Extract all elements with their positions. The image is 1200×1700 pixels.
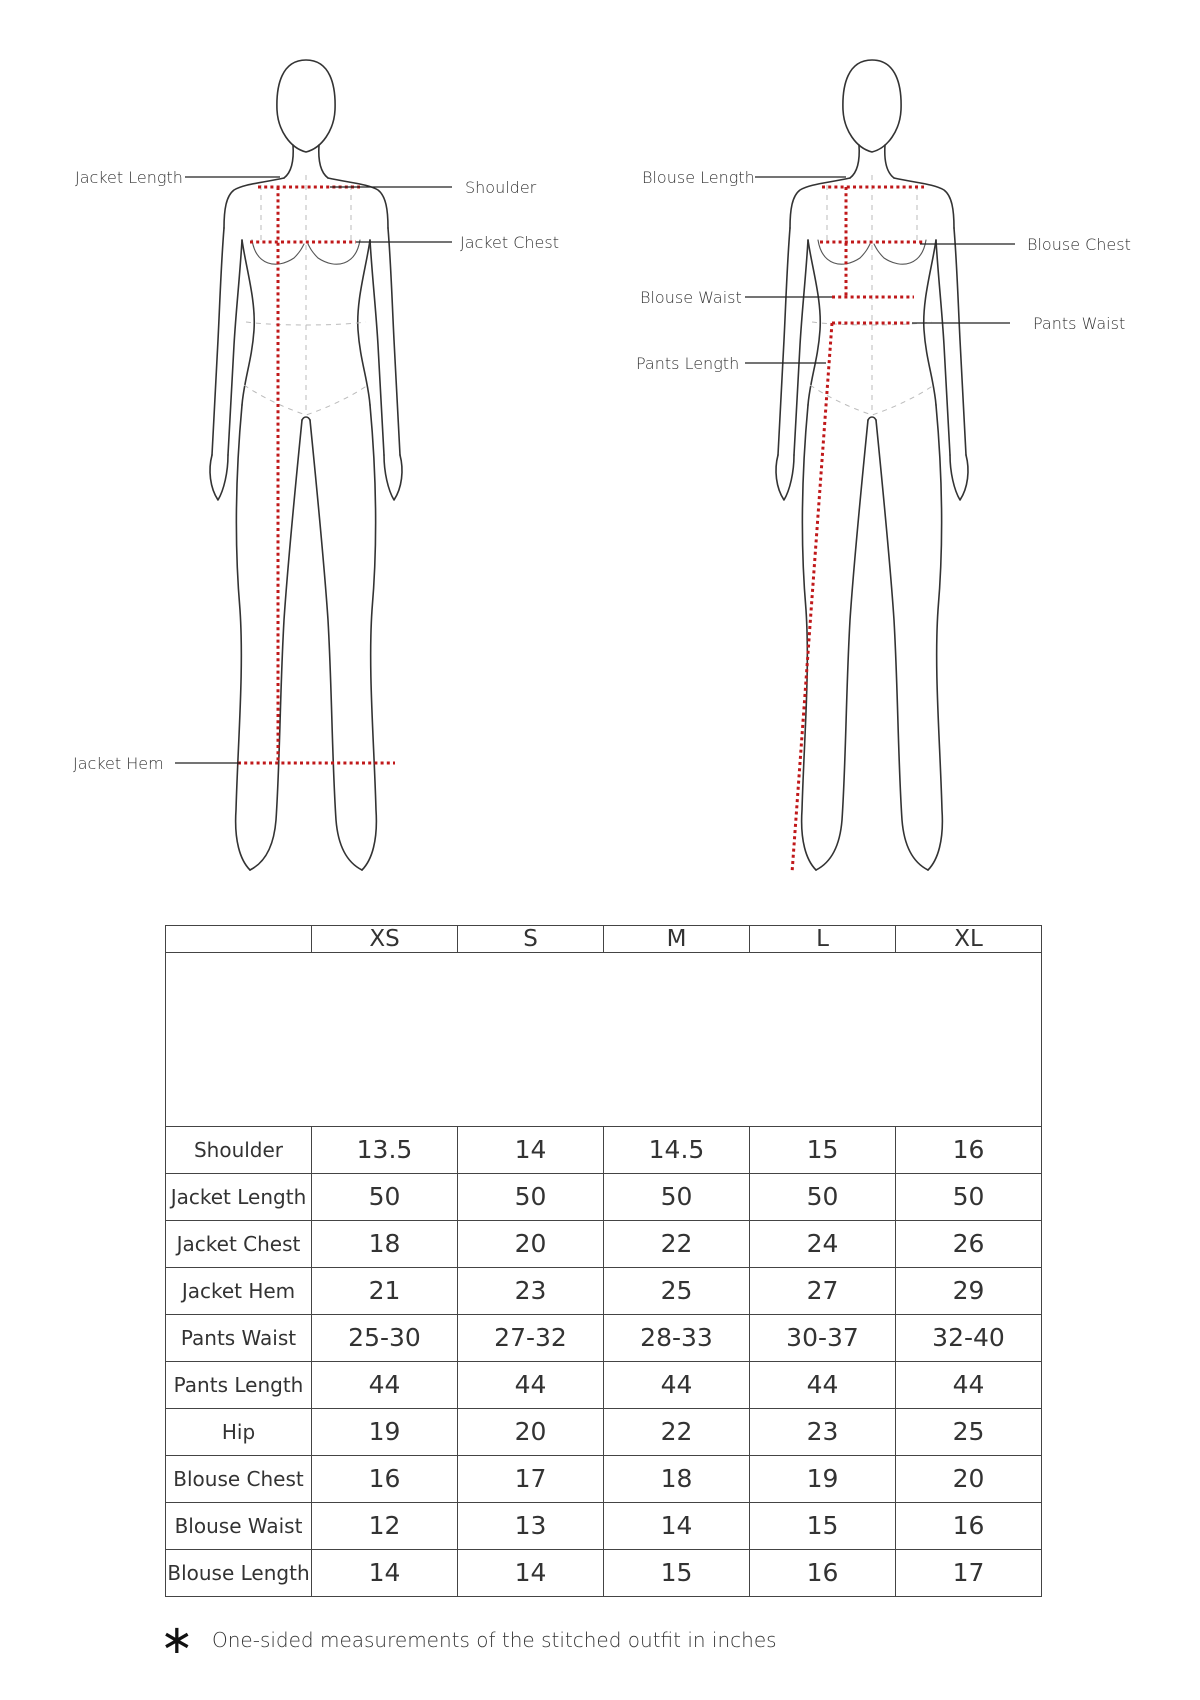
footnote: [160, 1617, 1060, 1663]
table-cell: 18: [604, 1455, 750, 1502]
table-row: [166, 1173, 1042, 1220]
table-cell: 26: [896, 1220, 1042, 1267]
table-cell: 50: [312, 1173, 458, 1220]
table-cell: 29: [896, 1267, 1042, 1314]
callout-jacket-length: Jacket Length: [75, 168, 183, 187]
table-cell: 17: [458, 1455, 604, 1502]
row-label: Jacket Length: [166, 1173, 312, 1220]
table-body: [166, 1126, 1042, 1596]
table-cell: 14: [458, 1549, 604, 1596]
size-header-row: [166, 926, 1042, 953]
footnote-text: One-sided measurements of the stitched outfit in inches: [212, 1628, 777, 1652]
table-cell: 25: [604, 1267, 750, 1314]
table-row: [166, 1455, 1042, 1502]
table-cell: 20: [458, 1220, 604, 1267]
table-cell: 15: [604, 1549, 750, 1596]
table-cell: 12: [312, 1502, 458, 1549]
row-label: Hip: [166, 1408, 312, 1455]
table-row: [166, 1126, 1042, 1173]
table-row: [166, 1220, 1042, 1267]
table-row: [166, 1502, 1042, 1549]
callout-jacket-hem: Jacket Hem: [73, 754, 164, 773]
table-cell: 44: [312, 1361, 458, 1408]
right-figure: [636, 60, 1131, 873]
size-header-xs: XS: [312, 926, 458, 953]
table-cell: 14: [604, 1502, 750, 1549]
table-cell: 22: [604, 1408, 750, 1455]
table-cell: 13.5: [312, 1126, 458, 1173]
table-cell: 16: [312, 1455, 458, 1502]
size-header-m: M: [604, 926, 750, 953]
table-cell: 17: [896, 1549, 1042, 1596]
table-cell: 14.5: [604, 1126, 750, 1173]
table-cell: 50: [604, 1173, 750, 1220]
table-cell: 25-30: [312, 1314, 458, 1361]
table-cell: 23: [458, 1267, 604, 1314]
callout-jacket-chest: Jacket Chest: [460, 233, 559, 252]
callout-shoulder: Shoulder: [465, 178, 537, 197]
table-cell: 14: [458, 1126, 604, 1173]
table-cell: 44: [604, 1361, 750, 1408]
table-cell: 15: [750, 1126, 896, 1173]
callout-blouse-chest: Blouse Chest: [1027, 235, 1131, 254]
table-row: [166, 1549, 1042, 1596]
table-cell: 50: [458, 1173, 604, 1220]
table-cell: 20: [896, 1455, 1042, 1502]
row-label: Jacket Hem: [166, 1267, 312, 1314]
pants-length-measure: [792, 323, 832, 873]
table-cell: 22: [604, 1220, 750, 1267]
table-cell: 24: [750, 1220, 896, 1267]
table-cell: 50: [750, 1173, 896, 1220]
callout-pants-length: Pants Length: [636, 354, 740, 373]
table-cell: 16: [750, 1549, 896, 1596]
callout-pants-waist: Pants Waist: [1033, 314, 1126, 333]
row-label: Blouse Length: [166, 1549, 312, 1596]
callout-blouse-waist: Blouse Waist: [640, 288, 742, 307]
size-chart-table: [165, 925, 1042, 1597]
size-header-l: L: [750, 926, 896, 953]
table-cell: 30-37: [750, 1314, 896, 1361]
table-cell: 21: [312, 1267, 458, 1314]
row-label: Pants Waist: [166, 1314, 312, 1361]
table-row: [166, 1361, 1042, 1408]
table-cell: 44: [750, 1361, 896, 1408]
table-cell: 13: [458, 1502, 604, 1549]
table-cell: 20: [458, 1408, 604, 1455]
row-label: Shoulder: [166, 1126, 312, 1173]
header-corner-cell: [166, 926, 312, 953]
table-cell: 28-33: [604, 1314, 750, 1361]
table-cell: 15: [750, 1502, 896, 1549]
table-cell: 27-32: [458, 1314, 604, 1361]
table-cell: 25: [896, 1408, 1042, 1455]
asterisk-icon: ∗: [160, 1617, 194, 1663]
table-cell: 16: [896, 1502, 1042, 1549]
callout-blouse-length: Blouse Length: [642, 168, 755, 187]
table-cell: 18: [312, 1220, 458, 1267]
table-cell: 19: [750, 1455, 896, 1502]
row-label: Jacket Chest: [166, 1220, 312, 1267]
table-cell: 44: [458, 1361, 604, 1408]
table-cell: 50: [896, 1173, 1042, 1220]
table-title-cell-empty: [166, 953, 1042, 1127]
row-label: Blouse Chest: [166, 1455, 312, 1502]
table-cell: 44: [896, 1361, 1042, 1408]
table-cell: 32-40: [896, 1314, 1042, 1361]
size-header-xl: XL: [896, 926, 1042, 953]
table-cell: 19: [312, 1408, 458, 1455]
table-cell: 23: [750, 1408, 896, 1455]
table-cell: 14: [312, 1549, 458, 1596]
table-row: [166, 1267, 1042, 1314]
table-row: [166, 1314, 1042, 1361]
size-header-s: S: [458, 926, 604, 953]
table-row: [166, 1408, 1042, 1455]
table-cell: 16: [896, 1126, 1042, 1173]
left-figure: [73, 60, 559, 870]
table-cell: 27: [750, 1267, 896, 1314]
row-label: Blouse Waist: [166, 1502, 312, 1549]
table-title-row-empty: [166, 953, 1042, 1127]
row-label: Pants Length: [166, 1361, 312, 1408]
